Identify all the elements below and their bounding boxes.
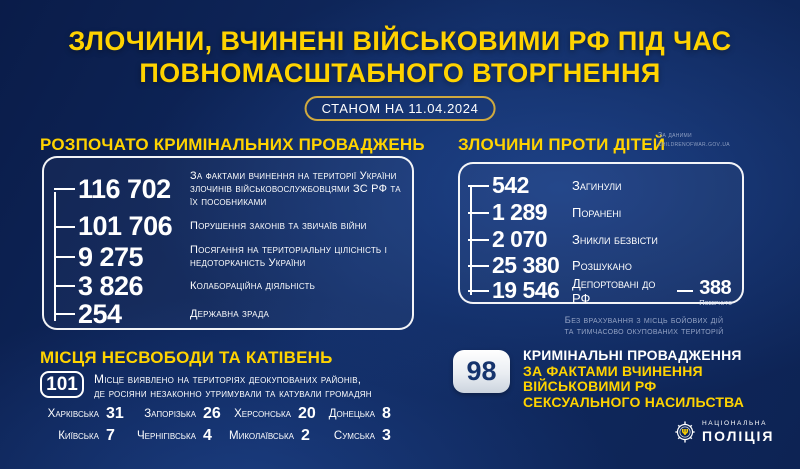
police-badge-icon [674, 420, 696, 444]
sexual-violence-line4: СЕКСУАЛЬНОГО НАСИЛЬСТВА [523, 393, 745, 410]
stat-row [78, 211, 402, 242]
region-value: 3 [382, 427, 391, 444]
region-name: Київська [58, 430, 99, 442]
stat-row [78, 272, 402, 300]
stat-value: 19 546 [492, 277, 560, 303]
stat-value: 542 [492, 172, 529, 198]
stat-row [78, 300, 402, 328]
region-value: 4 [203, 427, 212, 444]
sexual-violence-count-badge: 98 [453, 350, 510, 393]
stat-label: Розшукано [572, 258, 632, 273]
stat-value: 9 275 [78, 241, 144, 272]
police-logo-line2: ПОЛІЦІЯ [702, 428, 775, 444]
regions-grid [36, 405, 408, 445]
region-stat [36, 405, 132, 423]
region-stat [132, 427, 229, 445]
proceedings-panel [42, 156, 414, 330]
detention-count-badge: 101 [40, 371, 84, 398]
stat-row [492, 226, 732, 253]
stat-label: Поранені [572, 205, 622, 220]
stat-row [78, 242, 402, 272]
region-name: Херсонська [234, 408, 291, 420]
trident-icon: Ψ [681, 427, 689, 438]
children-rows [460, 164, 742, 307]
region-stat [229, 427, 324, 445]
region-name: Харківська [47, 408, 99, 420]
stat-label: За фактами вчинення на території України злочинів військовослужбовцями ЗС РФ та їх пособниками [190, 169, 401, 208]
national-police-logo [674, 420, 775, 444]
data-source-note [658, 132, 768, 149]
stat-value: 1 289 [492, 199, 548, 225]
page-title [0, 25, 800, 89]
children-footnote [540, 315, 748, 337]
stat-value: 116 702 [78, 173, 171, 204]
region-name: Запорізька [144, 408, 196, 420]
region-stat [324, 405, 408, 423]
region-stat [324, 427, 408, 445]
children-footnote-line1: Без врахування з місць бойових дій [564, 315, 724, 326]
stat-label: Колабораційна діяльність [190, 279, 316, 292]
children-footnote-line2: та тимчасово окупованих територій [564, 326, 724, 337]
returned-stat [699, 278, 732, 307]
region-stat [229, 405, 324, 423]
region-name: Миколаївська [229, 430, 294, 442]
page-title-line1: ЗЛОЧИНИ, ВЧИНЕНІ ВІЙСЬКОВИМИ РФ ПІД ЧАС [68, 26, 732, 56]
detention-description-line2: де росіяни незаконно утримували та катували громадян [94, 386, 372, 400]
stat-row [78, 167, 402, 211]
stat-label: Порушення законів та звичаїв війни [190, 220, 367, 232]
children-section-title: ЗЛОЧИНИ ПРОТИ ДІТЕЙ [458, 135, 666, 154]
sexual-violence-line3: ВІЙСЬКОВИМИ РФ [523, 378, 657, 394]
detention-section-title: МІСЦЯ НЕСВОБОДИ ТА КАТІВЕНЬ [40, 348, 333, 367]
detention-description-line1: Місце виявлено на територіях деокупованих районів, [94, 372, 362, 386]
region-value: 26 [203, 405, 221, 422]
date-badge: СТАНОМ НА 11.04.2024 [305, 96, 496, 121]
region-name: Донецька [328, 408, 375, 420]
children-panel [458, 162, 744, 307]
police-logo-line1: НАЦІОНАЛЬНА [702, 420, 768, 427]
region-stat [132, 405, 229, 423]
police-logo-text [702, 420, 775, 444]
stat-label: Загинули [572, 178, 622, 193]
stat-row [492, 172, 732, 199]
stat-value: 3 826 [78, 270, 144, 301]
connector-dash [677, 290, 693, 292]
region-value: 8 [382, 405, 391, 422]
returned-label: Повернуто [699, 297, 732, 307]
stat-value: 254 [78, 298, 122, 329]
stat-row [492, 199, 732, 226]
sexual-violence-text [523, 348, 744, 410]
region-name: Чернігівська [137, 430, 196, 442]
region-value: 7 [106, 427, 115, 444]
page-title-line2: ПОВНОМАСШТАБНОГО ВТОРГНЕННЯ [139, 58, 661, 88]
data-source-line2: childrenofwar.gov.ua [658, 140, 730, 148]
stat-value: 2 070 [492, 226, 548, 252]
sexual-violence-line1: КРИМІНАЛЬНІ ПРОВАДЖЕННЯ [523, 347, 742, 363]
stat-label: Державна зрада [190, 307, 270, 320]
region-value: 31 [106, 405, 124, 422]
detention-description [94, 372, 372, 400]
stat-value: 101 706 [78, 211, 173, 241]
proceedings-rows [44, 158, 412, 328]
stat-row-deported [492, 275, 732, 307]
stat-value: 25 380 [492, 252, 560, 278]
data-source-line1: За даними [658, 132, 692, 139]
stat-label: Посягання на територіальну цілісність і недоторканість України [190, 244, 388, 269]
stat-label: Зникли безвісти [572, 232, 658, 247]
sexual-violence-line2: ЗА ФАКТАМИ ВЧИНЕННЯ [523, 362, 703, 379]
returned-value: 388 [699, 276, 732, 299]
region-value: 2 [300, 427, 310, 444]
region-value: 20 [298, 405, 316, 422]
proceedings-section-title: РОЗПОЧАТО КРИМІНАЛЬНИХ ПРОВАДЖЕНЬ [40, 135, 425, 154]
region-stat [36, 427, 132, 445]
stat-label: Депортовані до РФ [572, 275, 656, 306]
region-name: Сумська [333, 430, 375, 442]
stat-row [492, 253, 732, 278]
